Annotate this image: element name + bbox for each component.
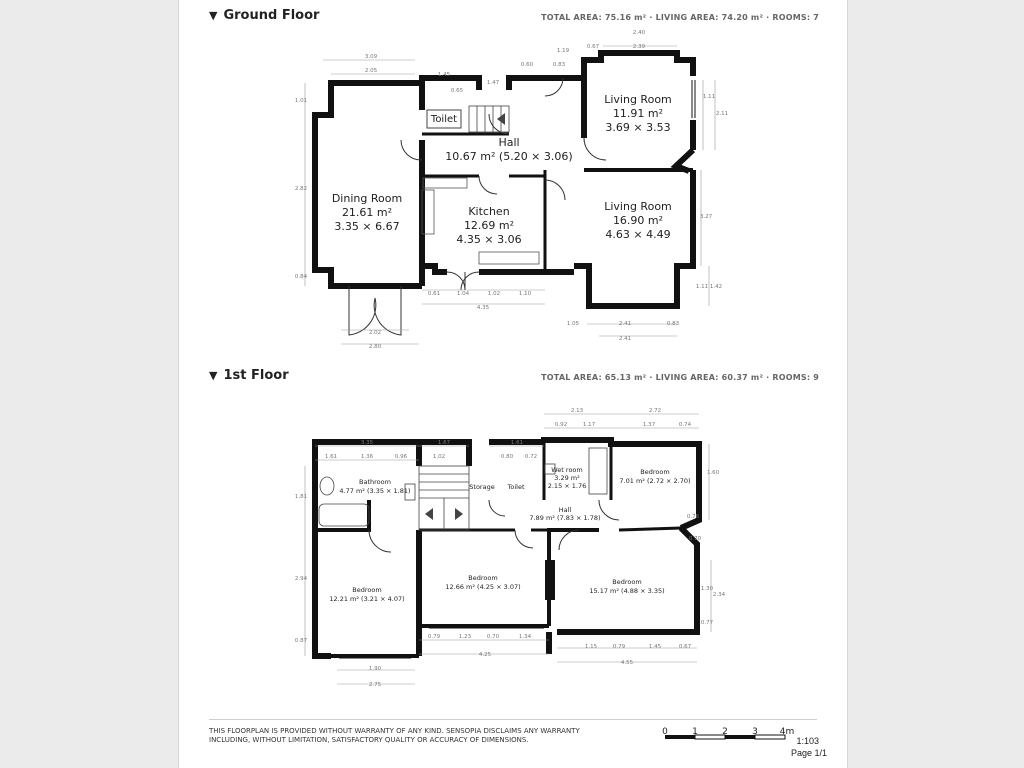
gf-living1-dims: 3.69 × 3.53: [605, 121, 671, 134]
ff-dim: 1.15: [584, 644, 598, 650]
gf-dim: 2.41: [618, 336, 632, 342]
scale-bar: [662, 726, 805, 766]
gf-living2-area: 16.90 m²: [612, 214, 664, 227]
ff-wetroom-area: 3.29 m²: [554, 474, 580, 482]
ff-wetroom-dims: 2.15 × 1.76: [547, 482, 587, 490]
ff-bedroom3-area: 15.17 m² (4.88 × 3.35): [589, 587, 665, 595]
ff-dim: 4.25: [478, 652, 492, 658]
floorplan-sheet: [178, 0, 848, 768]
gf-dim: 1.02: [487, 291, 501, 297]
ff-dim: 0.87: [294, 638, 308, 644]
ff-bedroom2-area: 12.66 m² (4.25 × 3.07): [445, 583, 521, 591]
gf-dim: 0.65: [450, 88, 464, 94]
gf-dining-dims: 3.35 × 6.67: [334, 220, 400, 233]
gf-dim: 0.83: [552, 62, 566, 68]
ff-dim: 0.67: [678, 644, 692, 650]
gf-kitchen-dims: 4.35 × 3.06: [456, 233, 522, 246]
ff-bedroom4-area: 7.01 m² (2.72 × 2.70): [619, 477, 691, 485]
gf-dim: 1.05: [566, 321, 580, 327]
gf-dim: 1.19: [556, 48, 570, 54]
ff-dim: 1.30: [700, 586, 714, 592]
gf-kitchen-area: 12.69 m²: [463, 219, 515, 232]
page-number: Page 1/1: [790, 748, 827, 758]
ff-dim: 1.90: [368, 666, 382, 672]
ff-dim: 2.13: [570, 408, 584, 414]
gf-hall-area: 10.67 m² (5.20 × 3.06): [445, 150, 573, 163]
ff-dim: 2.34: [712, 592, 726, 598]
gf-dim: 2.11: [715, 111, 729, 117]
gf-dim: 1.01: [294, 98, 308, 104]
ff-bathroom-area: 4.77 m² (3.35 × 1.81): [339, 487, 411, 495]
scale-label: 1: [692, 727, 698, 737]
first-floor-summary: TOTAL AREA: 65.13 m² · LIVING AREA: 60.37 m² · ROOMS: 9: [541, 373, 819, 382]
first-floor-title: [209, 368, 289, 383]
ff-dim: 0.72: [524, 454, 538, 460]
ff-dim: 2.75: [368, 682, 382, 688]
gf-living1-area: 11.91 m²: [612, 107, 664, 120]
ff-dim: 1.02: [432, 454, 446, 460]
gf-dim: 0.67: [586, 44, 600, 50]
ff-dim: 0.79: [612, 644, 626, 650]
first-floor-title-text: 1st Floor: [223, 368, 289, 383]
ground-floor-summary: TOTAL AREA: 75.16 m² · LIVING AREA: 74.20 m² · ROOMS: 7: [541, 13, 819, 22]
gf-living2-name: Living Room: [604, 200, 672, 213]
ff-dim: 3.35: [360, 440, 374, 446]
ff-dim: 1.34: [518, 634, 532, 640]
ff-dim: 1.17: [582, 422, 596, 428]
ground-floor-title: [209, 8, 319, 23]
gf-dim: 1.47: [486, 80, 500, 86]
ff-dim: 4.55: [620, 660, 634, 666]
gf-dim: 3.09: [364, 54, 378, 60]
ff-dim: 0.70: [688, 536, 702, 542]
ff-dim: 0.96: [394, 454, 408, 460]
ff-bedroom4-name: Bedroom: [640, 468, 670, 476]
ff-dim: 1.60: [706, 470, 720, 476]
disclaimer: THIS FLOORPLAN IS PROVIDED WITHOUT WARRANTY OF ANY KIND. SENSOPIA DISCLAIMS ANY WARRANTY INCLUDING, WITHOUT LIMITATION, SATISFACTORY QUALITY OR ACCURACY OF DIMENSIONS.: [209, 727, 580, 744]
gf-dim: 1.11: [695, 284, 709, 290]
gf-dim: 2.40: [632, 30, 646, 36]
ff-bedroom2-name: Bedroom: [468, 574, 498, 582]
first-floor-plan: [179, 400, 847, 700]
ff-dim: 1.61: [324, 454, 338, 460]
ff-wetroom-name: Wet room: [551, 466, 583, 474]
ff-dim: 1.45: [648, 644, 662, 650]
ff-dim: 2.94: [294, 576, 308, 582]
gf-dim: 2.02: [368, 330, 382, 336]
gf-toilet-name: Toilet: [430, 114, 458, 125]
ff-dim: 1.81: [294, 494, 308, 500]
scale-label: 3: [752, 727, 758, 737]
ff-dim: 0.70: [486, 634, 500, 640]
ff-toilet-name: Toilet: [507, 483, 525, 491]
ff-bedroom1-area: 12.21 m² (3.21 × 4.07): [329, 595, 405, 603]
ff-dim: 0.77: [700, 620, 714, 626]
ff-bedroom3-name: Bedroom: [612, 578, 642, 586]
ground-floor-title-text: Ground Floor: [223, 8, 320, 23]
gf-living2-dims: 4.63 × 4.49: [605, 228, 671, 241]
scale-ratio: 1:103: [796, 736, 819, 746]
gf-dim: 3.27: [699, 214, 713, 220]
ff-hall-name: Hall: [558, 506, 572, 514]
ff-hall-area: 7.89 m² (7.83 × 1.78): [529, 514, 601, 522]
ground-floor-plan: [179, 30, 847, 360]
ff-dim: 0.74: [678, 422, 692, 428]
ff-dim: 0.76: [686, 514, 700, 520]
ff-dim: 1.23: [458, 634, 472, 640]
ff-bedroom1-name: Bedroom: [352, 586, 382, 594]
ff-dim: 2.72: [648, 408, 662, 414]
ff-dim: 1.67: [437, 440, 451, 446]
gf-dim: 2.05: [364, 68, 378, 74]
gf-hall-name: Hall: [498, 136, 520, 149]
scale-label: 4m: [779, 727, 795, 737]
ff-storage-name: Storage: [469, 483, 495, 491]
gf-dim: 0.83: [666, 321, 680, 327]
ff-dim: 0.80: [500, 454, 514, 460]
ff-dim: 1.61: [510, 440, 524, 446]
gf-dim: 1.42: [709, 284, 723, 290]
gf-dim: 2.80: [368, 344, 382, 350]
ff-dim: 1.37: [642, 422, 656, 428]
collapse-triangle-icon[interactable]: ▼: [209, 369, 218, 382]
gf-living1-name: Living Room: [604, 93, 672, 106]
ff-dim: 1.36: [360, 454, 374, 460]
ff-bathroom-name: Bathroom: [359, 478, 391, 486]
gf-dining-name: Dining Room: [331, 192, 403, 205]
collapse-triangle-icon[interactable]: ▼: [209, 9, 218, 22]
gf-dim: 2.82: [294, 186, 308, 192]
gf-dim: 2.39: [632, 44, 646, 50]
gf-kitchen-name: Kitchen: [468, 205, 510, 218]
gf-dim: 0.84: [294, 274, 308, 280]
ff-dim: 0.79: [427, 634, 441, 640]
gf-dim: 1.10: [518, 291, 532, 297]
gf-dim: 1.11: [702, 94, 716, 100]
gf-dim: 1.04: [456, 291, 470, 297]
scale-label: 0: [662, 727, 668, 737]
gf-dim: 0.60: [520, 62, 534, 68]
gf-dim: 4.35: [476, 305, 490, 311]
footer-divider: [209, 719, 817, 720]
scale-label: 2: [722, 727, 728, 737]
gf-dim: 0.61: [427, 291, 441, 297]
gf-dim: 1.45: [437, 72, 451, 78]
gf-dim: 2.41: [618, 321, 632, 327]
gf-dining-area: 21.61 m²: [341, 206, 393, 219]
ff-dim: 0.92: [554, 422, 568, 428]
